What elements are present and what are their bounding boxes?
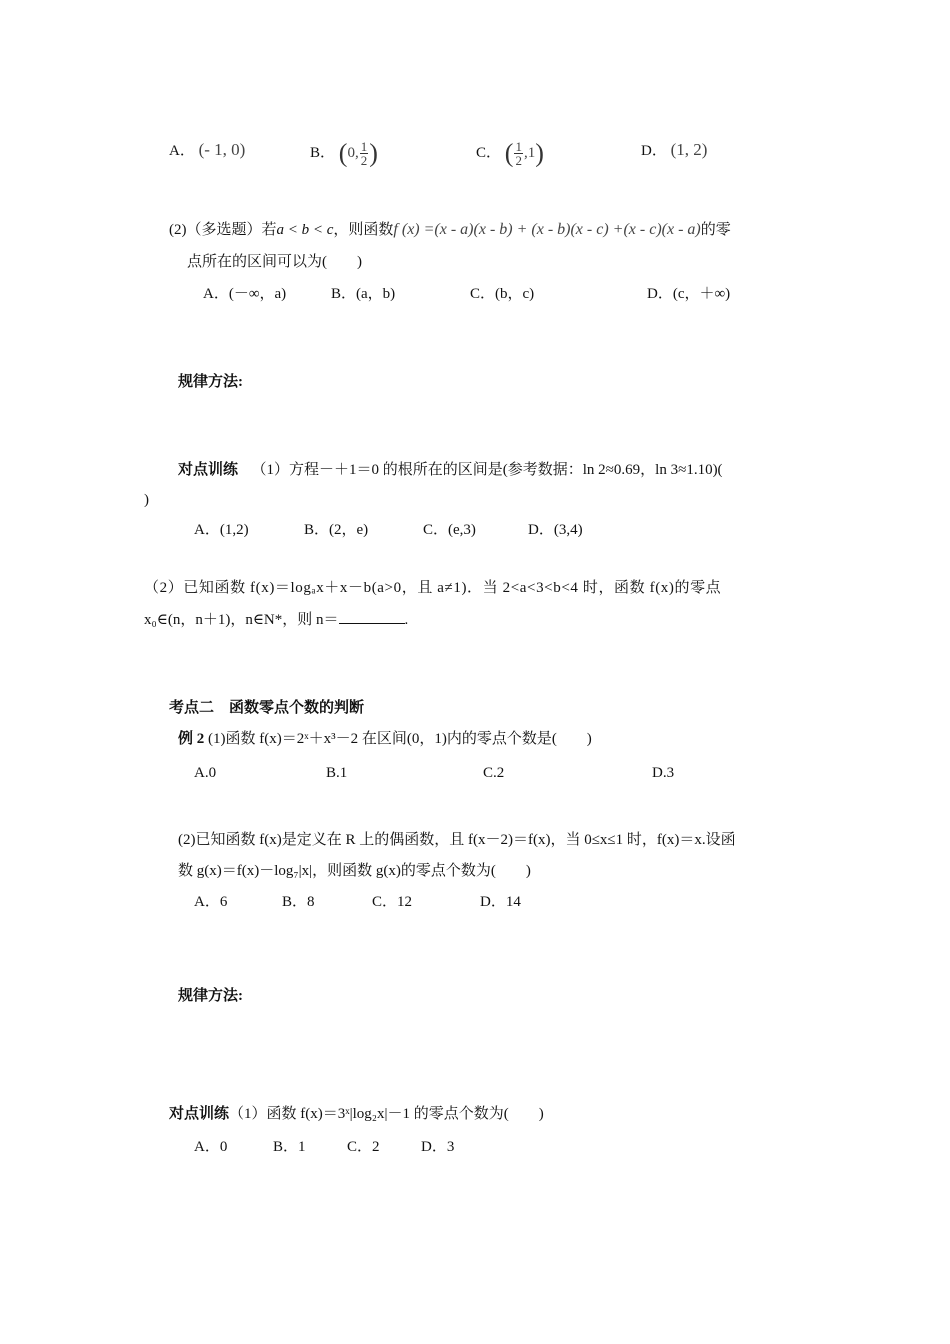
q2-option-d: D．(c，＋∞) bbox=[647, 286, 731, 302]
numerator: 1 bbox=[515, 139, 522, 154]
training2-text: （1）函数 f(x)＝3ˣ|log₂x|－1 的零点个数为( ) bbox=[229, 1106, 544, 1122]
q1-option-a bbox=[169, 140, 245, 161]
training1-option-a: A．(1,2) bbox=[194, 522, 249, 538]
q2-condition: a < b < c bbox=[276, 222, 334, 238]
right-paren: ) bbox=[369, 138, 378, 168]
numerator: 1 bbox=[360, 139, 368, 154]
option-math: 0, bbox=[347, 144, 359, 161]
training1-option-d: D．(3,4) bbox=[528, 522, 583, 538]
right-paren: ) bbox=[535, 138, 544, 168]
option-label: C． bbox=[476, 144, 502, 161]
example2-q2-option-b: B．8 bbox=[282, 894, 315, 910]
training1-q1 bbox=[178, 460, 723, 480]
q2-stem bbox=[169, 220, 731, 240]
q2-suffix: 的零 bbox=[700, 222, 731, 238]
example-label: 例 2 bbox=[178, 731, 205, 747]
training2-option-d: D．3 bbox=[421, 1139, 455, 1155]
q2-mid: ，则函数 bbox=[333, 222, 394, 238]
training2-option-b: B．1 bbox=[273, 1139, 306, 1155]
training2-option-a: A．0 bbox=[194, 1139, 228, 1155]
q2-option-b: B．(a，b) bbox=[331, 286, 396, 302]
answer-blank[interactable] bbox=[339, 609, 405, 624]
fraction bbox=[360, 140, 369, 167]
period: . bbox=[404, 612, 409, 628]
section-title: 考点二 函数零点个数的判断 bbox=[169, 700, 365, 716]
option-label: D． bbox=[641, 143, 667, 159]
example2-option-b: B.1 bbox=[326, 765, 348, 781]
q1-option-b bbox=[310, 140, 378, 167]
example2-q2-option-c: C．12 bbox=[372, 894, 413, 910]
example-text: (1)函数 f(x)＝2ˣ＋x³－2 在区间(0，1)内的零点个数是( ) bbox=[208, 731, 592, 747]
training2-option-c: C．2 bbox=[347, 1139, 380, 1155]
method-heading-1: 规律方法: bbox=[178, 374, 243, 390]
example2-option-c: C.2 bbox=[483, 765, 505, 781]
example2-option-a: A.0 bbox=[194, 765, 217, 781]
q1-option-d bbox=[641, 140, 707, 161]
training1-close-paren: ) bbox=[144, 492, 149, 508]
training1-q2-line1: （2）已知函数 f(x)＝logₐx＋x－b(a>0，且 a≠1)．当 2<a<3<b<4 时，函数 f(x)的零点 bbox=[144, 580, 722, 596]
example2-q2-option-a: A．6 bbox=[194, 894, 228, 910]
denominator: 2 bbox=[360, 153, 368, 168]
training1-q2-text: x₀∈(n，n＋1)，n∈N*，则 n＝ bbox=[144, 612, 339, 628]
left-paren: ( bbox=[504, 138, 514, 168]
left-paren: ( bbox=[338, 138, 348, 168]
method-heading-2: 规律方法: bbox=[178, 988, 243, 1004]
training-label: 对点训练 bbox=[169, 1106, 230, 1122]
q2-function: f (x) =(x - a)(x - b) + (x - b)(x - c) +(x - c)(x - a) bbox=[393, 221, 701, 238]
q2-option-a: A．(－∞，a) bbox=[203, 286, 287, 302]
example2-option-d: D.3 bbox=[652, 765, 675, 781]
training1-option-b: B．(2，e) bbox=[304, 522, 369, 538]
q1-option-c bbox=[476, 140, 544, 167]
training1-q2-line2 bbox=[144, 609, 408, 630]
option-math: (- 1, 0) bbox=[198, 140, 246, 159]
option-label: A． bbox=[169, 143, 195, 159]
training1-option-c: C．(e,3) bbox=[423, 522, 476, 538]
training2-q1 bbox=[169, 1104, 544, 1124]
example2-stem bbox=[178, 729, 592, 749]
training1-text: （1）方程－＋1＝0 的根所在的区间是(参考数据：ln 2≈0.69，ln 3≈1.10)( bbox=[251, 462, 723, 478]
q2-option-c: C．(b，c) bbox=[470, 286, 535, 302]
fraction bbox=[514, 140, 523, 167]
training-label: 对点训练 bbox=[178, 462, 239, 478]
denominator: 2 bbox=[515, 153, 522, 168]
option-label: B． bbox=[310, 144, 336, 161]
example2-q2-line2: 数 g(x)＝f(x)－log₇|x|，则函数 g(x)的零点个数为( ) bbox=[178, 863, 531, 879]
q2-prefix: (2)（多选题）若 bbox=[169, 222, 277, 238]
q2-stem-line2: 点所在的区间可以为( ) bbox=[187, 254, 362, 270]
option-math: (1, 2) bbox=[670, 140, 708, 159]
option-math: ,1 bbox=[523, 144, 536, 161]
example2-q2-option-d: D．14 bbox=[480, 894, 521, 910]
example2-q2-line1: (2)已知函数 f(x)是定义在 R 上的偶函数，且 f(x－2)＝f(x)，当 0≤x≤1 时，f(x)＝x.设函 bbox=[178, 832, 736, 848]
